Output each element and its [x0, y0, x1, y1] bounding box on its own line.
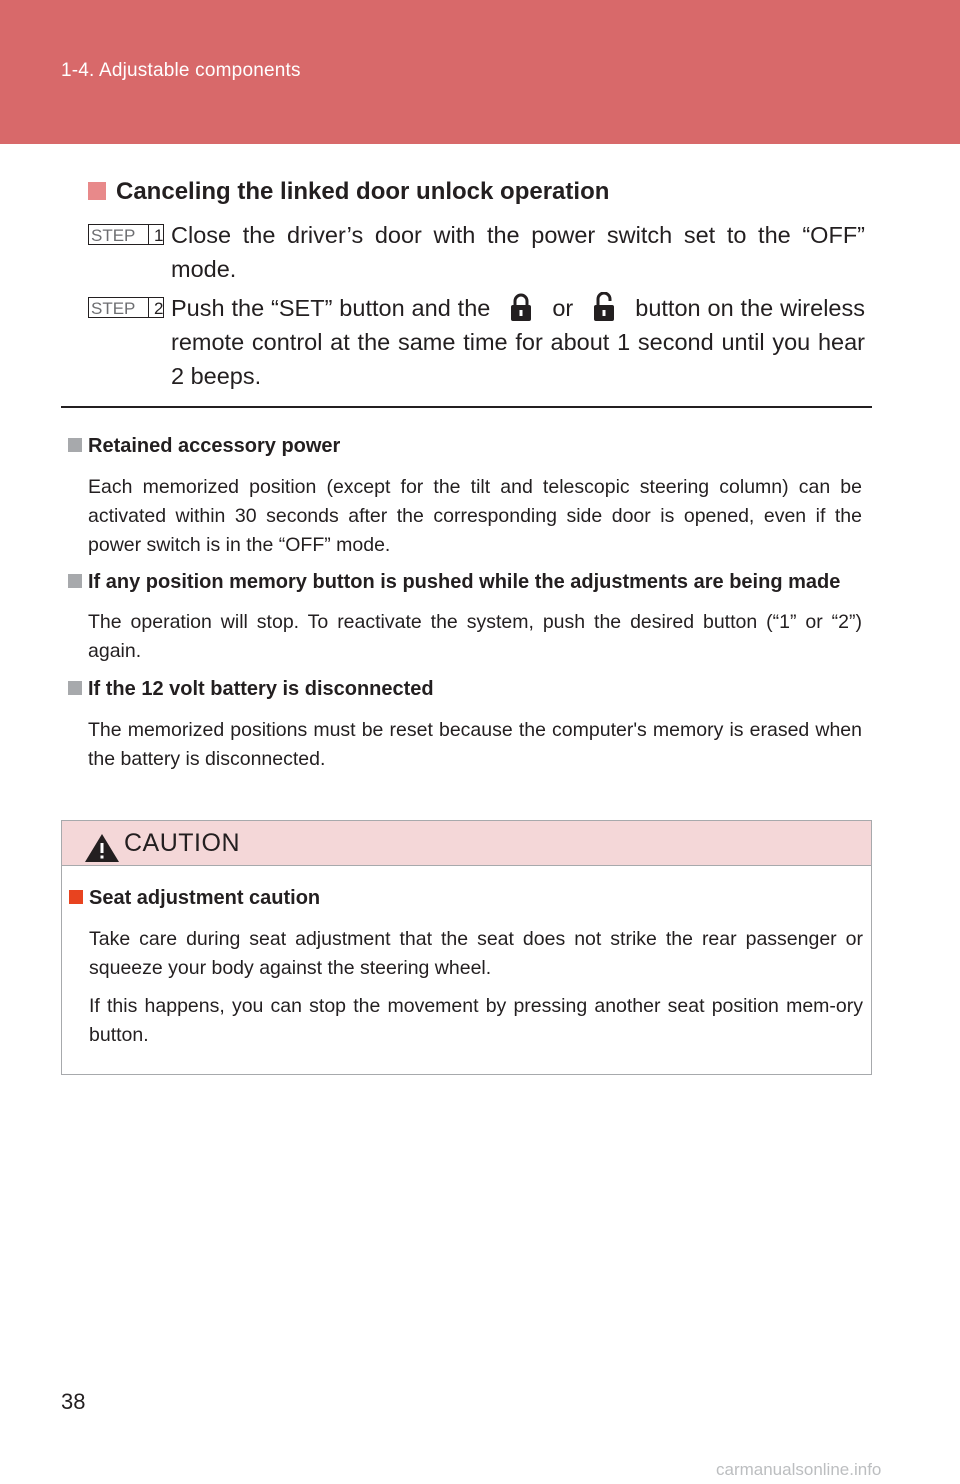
watermark: carmanualsonline.info: [716, 1460, 882, 1479]
note-1-body: Each memorized position (except for the tilt and telescopic steering column) can be activated within 30 seconds after the corresponding side door is opened, even if the power switch is in the “OFF” mode.: [88, 476, 862, 556]
note-1-title-text: Retained accessory power: [88, 435, 341, 457]
caution-title: CAUTION: [124, 829, 240, 857]
step-2-word: STEP: [91, 299, 136, 318]
caution-square-icon: [69, 890, 83, 904]
caution-box: [61, 820, 872, 1075]
section-label: 1-4. Adjustable components: [61, 60, 301, 81]
note-square-icon: [68, 681, 82, 695]
step-2-badge: [88, 297, 164, 318]
caution-paragraph-2: If this happens, you can stop the movement by pressing another seat position mem-ory button.: [89, 995, 863, 1046]
caution-item-title: [69, 887, 320, 910]
step-1-number: 1: [148, 225, 163, 244]
step-2-text: [171, 291, 865, 393]
note-3-title-text: If the 12 volt battery is disconnected: [88, 678, 434, 700]
section-heading: [88, 178, 609, 206]
warning-triangle-icon: [84, 833, 120, 863]
note-2-body: The operation will stop. To reactivate the system, push the desired button (“1” or “2”) again.: [88, 611, 862, 662]
note-3-title: [68, 678, 434, 701]
note-1-title: [68, 435, 340, 458]
step-1-text: Close the driver’s door with the power switch set to the “OFF” mode.: [171, 222, 865, 282]
header-band: [0, 0, 960, 144]
note-2-title: [68, 571, 840, 594]
step-2-text-after: button on the wireless remote control at the same time for about 1 second until you hear 2 beeps.: [171, 295, 865, 389]
note-square-icon: [68, 438, 82, 452]
unlock-icon: [593, 292, 615, 322]
step-2-number: 2: [148, 298, 163, 317]
note-2-title-text: If any position memory button is pushed while the adjustments are being made: [88, 571, 841, 593]
section-heading-text: Canceling the linked door unlock operation: [116, 178, 610, 205]
step-2-text-or: or: [552, 295, 574, 321]
step-1-word: STEP: [91, 226, 136, 245]
caution-header: [62, 821, 871, 866]
caution-paragraph-1: Take care during seat adjustment that the seat does not strike the rear passenger or squeeze your body against the steering wheel.: [89, 928, 863, 979]
lock-icon: [510, 292, 532, 322]
divider-rule: [61, 406, 872, 408]
step-1-badge: [88, 224, 164, 245]
note-square-icon: [68, 574, 82, 588]
step-2-text-before: Push the “SET” button and the: [171, 295, 491, 321]
page-number: 38: [61, 1389, 86, 1414]
caution-item-title-text: Seat adjustment caution: [89, 887, 321, 909]
note-3-body: The memorized positions must be reset because the computer's memory is erased when the battery is disconnected.: [88, 719, 862, 770]
heading-square-icon: [88, 182, 106, 200]
